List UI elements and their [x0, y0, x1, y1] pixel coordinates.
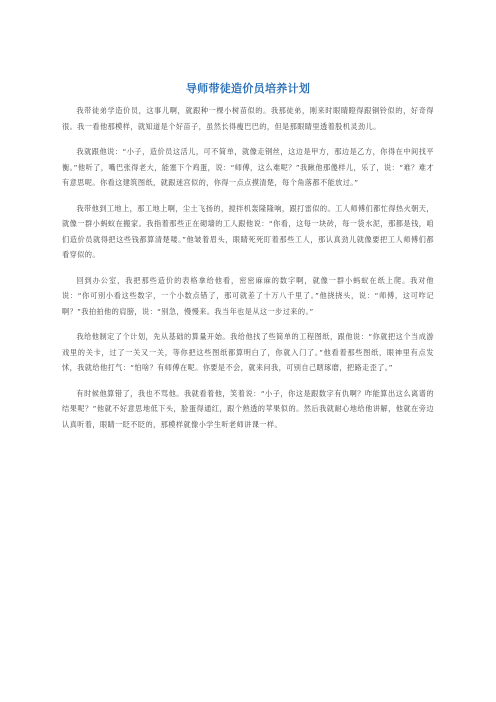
- document-title: 导师带徒造价员培养计划: [185, 82, 311, 95]
- paragraph-2: 我就跟他说：“小子，造价员这活儿，可不简单，就像走钢丝，这边是甲方，那边是乙方，你得在中间找平衡。”他听了，嘴巴张得老大，能塞下个鸡蛋，说：“师傅，这么难呢？”我瞅他那傻样儿，乐了，说：“难？难才有意思呢。你看这建筑图纸，就跟迷宫似的，你得一点点摸清楚，每个角落都不能放过。”: [62, 147, 434, 187]
- paragraph-3: 我带他到工地上，那工地上啊，尘土飞扬的，搅拌机轰隆隆响，跟打雷似的。工人师傅们都忙得热火朝天，就像一群小蚂蚁在搬家。我指着那些正在砌墙的工人跟他说：“你看，这每一块砖，每一袋水泥，那都是钱，咱们造价员就得把这些钱都算清楚喽。”他皱着眉头，眼睛死死盯着那些工人，那认真劲儿就像要把工人师傅们都看穿似的。: [62, 203, 434, 259]
- paragraph-6: 有时候他算错了，我也不骂他。我就看着他，笑着说：“小子，你这是跟数字有仇啊？咋能算出这么离谱的结果呢？”他就不好意思地低下头，脸蛋得通红，跟个熟透的苹果似的。然后我就耐心地给他讲解，他就在旁边认真听着，眼睛一眨不眨的，那模样就像小学生听老师讲课一样。: [62, 388, 434, 429]
- paragraph-5: 我给他制定了个计划，先从基础的算量开始。我给他找了些简单的工程图纸，跟他说：“你就把这个当成游戏里的关卡，过了一关又一关，等你把这些图纸都算明白了，你就入门了。”他看着那些图纸，眼神里有点发怵，我就给他打气：“怕啥？有师傅在呢。你要是不会，就来问我，可别自己瞎琢磨，把路走歪了。”: [62, 332, 434, 372]
- paragraph-4: 回到办公室，我把那些造价的表格拿给他看，密密麻麻的数字啊，就像一群小蚂蚁在纸上爬。我对他说：“你可别小看这些数字，一个小数点错了，那可就差了十万八千里了。”他挠挠头，说：“师傅，这可咋记啊？”我拍拍他的肩膀，说：“别急，慢慢来。我当年也是从这一步过来的。”: [62, 275, 434, 316]
- paragraph-1: 我带徒弟学造价员，这事儿啊，就跟种一棵小树苗似的。我那徒弟，刚来时眼睛瞪得跟铜铃似的，好奇得很。我一看他那模样，就知道是个好苗子，虽然长得瘦巴巴的，但是那眼睛里透着股机灵劲儿。: [62, 106, 434, 131]
